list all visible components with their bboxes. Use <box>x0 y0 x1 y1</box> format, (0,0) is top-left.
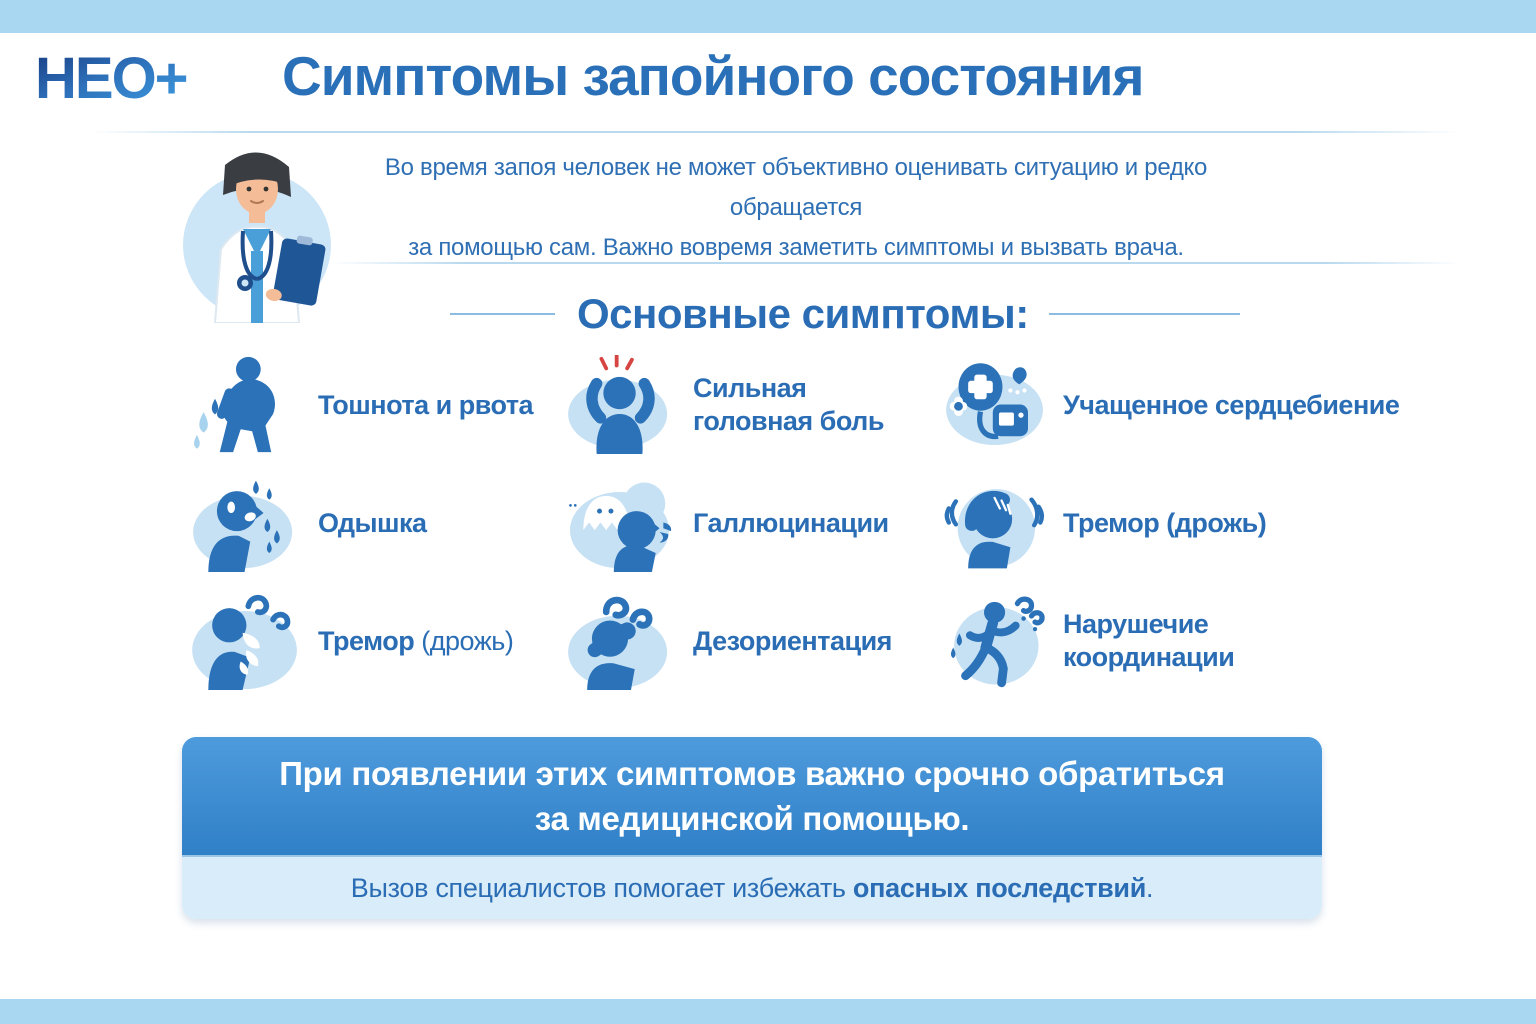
symptom-item-headache <box>560 346 940 464</box>
symptom-label: Галлюцинации <box>693 507 889 538</box>
symptom-item-coordination <box>940 582 1360 700</box>
symptom-label: Нарушечие координации <box>1063 609 1235 672</box>
heading-line-left <box>450 313 555 315</box>
bottom-band <box>0 999 1536 1024</box>
symptoms-grid <box>185 346 1400 700</box>
symptom-item-tremor <box>940 464 1360 582</box>
disorientation-icon <box>560 591 680 691</box>
neo-plus-logo <box>35 42 240 110</box>
page-title: Симптомы запойного состояния <box>282 45 1144 107</box>
intro-line-1: Во время запоя человек не может объективно оценивать ситуацию и редко обращается <box>384 154 1208 221</box>
symptom-label: Одышка <box>318 507 427 538</box>
symptom-item-heartbeat <box>940 346 1400 464</box>
cta-footnote: Вызов специалистов помогает избежать опасных последствий . <box>182 855 1322 919</box>
intro-divider <box>330 262 1460 264</box>
symptom-item-dyspnea <box>185 464 560 582</box>
header <box>35 42 1144 110</box>
nausea-icon <box>185 355 305 455</box>
heading-line-right <box>1049 313 1240 315</box>
top-band <box>0 0 1536 33</box>
heartbeat-icon <box>940 355 1050 455</box>
symptom-label: Сильная головная боль <box>693 373 884 436</box>
cta-box <box>182 737 1322 919</box>
symptom-item-nausea <box>185 346 560 464</box>
symptom-item-hallucination <box>560 464 940 582</box>
symptom-label: Учащенное сердцебиение <box>1063 389 1400 420</box>
symptom-item-disorientation <box>560 582 940 700</box>
symptom-label: Тремор (дрожь) <box>1063 507 1267 538</box>
dyspnea-icon <box>185 473 305 573</box>
tremor-icon <box>940 473 1050 573</box>
logo-text: НЕО+ <box>35 46 187 110</box>
symptom-label: Тошнота и рвота <box>318 389 534 420</box>
doctor-illustration <box>181 133 333 323</box>
coordination-icon <box>940 591 1050 691</box>
symptoms-heading: Основные симптомы: <box>577 290 1029 337</box>
intro-line-2: за помощью сам. Важно вовремя заметить симптомы и вызвать врача. <box>408 234 1184 261</box>
cta-line-1: При появлении этих симптомов важно срочно обратиться <box>279 755 1225 792</box>
headache-icon <box>560 355 680 455</box>
cta-line-2: за медицинской помощью. <box>534 800 970 837</box>
symptoms-section-header <box>450 290 1240 338</box>
intro-text <box>330 148 1262 268</box>
symptom-item-tremor-2 <box>185 582 560 700</box>
symptom-label: Тремор (дрожь) <box>318 625 514 656</box>
cta-message <box>182 737 1322 855</box>
hallucination-icon <box>560 473 680 573</box>
tremor-spray-icon <box>185 591 305 691</box>
symptom-label: Дезориентация <box>693 625 892 656</box>
